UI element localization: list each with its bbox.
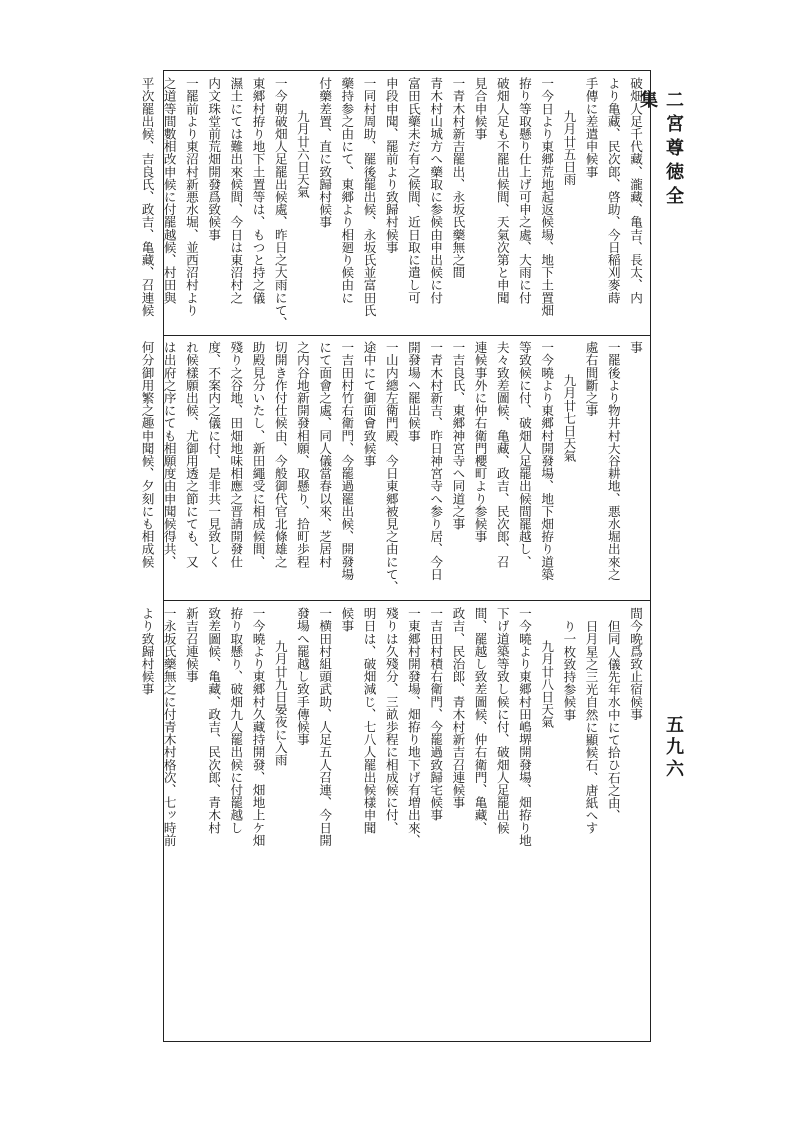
text-column: 等致候に付、破畑人足罷出候間罷越し、 bbox=[516, 341, 532, 568]
text-column: 一今曉より東郷村田嶋堺開發場、畑拵り地 bbox=[516, 607, 532, 847]
text-column: 破畑人足千代藏、瀧藏、亀吉、長太、内 bbox=[628, 77, 643, 304]
text-column: 間、罷越し致差圖候、仲右衛門、亀藏、 bbox=[472, 607, 488, 834]
text-tier-lower bbox=[139, 607, 646, 1037]
text-column: 拵り取懸り、破畑九人罷出候に付罷越し bbox=[228, 607, 244, 834]
text-column: 明日は、破畑減じ、七八人罷出候樣申聞 bbox=[361, 607, 377, 834]
text-column: 一同村周助、罷後罷出候、永坂氏並富田氏 bbox=[361, 77, 377, 317]
text-column: 途中にて御面會致候事 bbox=[361, 341, 377, 467]
text-column: 夫々致差圖候、亀藏、政吉、民次郎、召 bbox=[494, 341, 510, 568]
text-column: 一吉良氏、東郷神宮寺へ同道之事 bbox=[450, 341, 466, 530]
text-column: 一青木村新吉、昨日神宮寺へ参り居、今日 bbox=[428, 341, 444, 581]
text-column: 間今晩爲致止宿候事 bbox=[628, 607, 643, 721]
running-header-title: 二宮尊徳全集 bbox=[637, 90, 684, 210]
text-column: 濕土にては難出來候間、今日は東沼村之 bbox=[228, 77, 244, 304]
text-column: 一今曉より東郷村開發場、地下畑拵り道築 bbox=[539, 341, 555, 581]
page-number: 五九六 bbox=[663, 715, 684, 781]
text-column: 内文珠堂前荒畑開發爲致候事 bbox=[206, 77, 222, 241]
tier-divider-upper bbox=[164, 335, 650, 336]
text-column: 藥持参之由にて、東郷より相廻り候由に bbox=[339, 77, 355, 304]
text-column: 一罷前より東沼村新悪水堀、並西沼村より bbox=[183, 77, 199, 317]
text-column: 一山内總左衛門殿、今日東郷被見之由にて、 bbox=[383, 341, 399, 593]
text-column: 一吉田村積右衛門、今罷過致歸宅候事 bbox=[428, 607, 444, 822]
text-column: 之内谷地新開發相願、取懸り、拾町歩程 bbox=[294, 341, 310, 568]
text-column: 付藥差置、直に致歸村候事 bbox=[317, 77, 333, 229]
text-column: 東郷村拵り地下土置等は、もつと持之儀 bbox=[250, 77, 266, 304]
text-column: より致歸村候事 bbox=[139, 607, 155, 696]
text-column: 候事 bbox=[339, 607, 355, 633]
text-column: 日月星之三光自然に顯候石、唐紙へす bbox=[583, 619, 599, 834]
text-column: れ候樣願出候、尤御用透之節にても、又 bbox=[183, 341, 199, 568]
text-column: 處右間斷之事 bbox=[583, 341, 599, 417]
text-column: にて面會之處、同人儀當春以來、芝居村 bbox=[317, 341, 333, 568]
text-column: 見合申候事 bbox=[472, 77, 488, 140]
text-column: より亀藏、民次郎、啓助、今日稲刈麥蒔 bbox=[605, 77, 621, 304]
text-column: 一永坂氏藥無之に付青木村格次、七ッ時前 bbox=[161, 607, 177, 847]
text-column: 開發場へ罷出候事 bbox=[405, 341, 421, 442]
text-column: 之道等間數相改申候に付罷越候、村田與 bbox=[161, 77, 177, 304]
text-column: 致差圖候、亀藏、政吉、民次郎、青木村 bbox=[206, 607, 222, 834]
text-column: 連候事外に仲右衛門櫻町より参候事 bbox=[472, 341, 488, 543]
text-column: 破畑人足も不罷出候間、天氣次第と申聞 bbox=[494, 77, 510, 304]
text-column: 殘り之谷地、田畑地味相應之晋請開發仕 bbox=[228, 341, 244, 568]
text-tier-middle bbox=[139, 341, 646, 595]
text-column: 拵り等取懸り仕上げ可申之處、大雨に付 bbox=[516, 77, 532, 304]
date-heading: 九月廿六日天氣 bbox=[294, 109, 310, 198]
text-column: 一吉田村竹右衛門、今罷過罷出候、開發場 bbox=[339, 341, 355, 581]
text-column: 新吉召連候事 bbox=[183, 607, 199, 683]
text-column: 一今曉より東郷村久藏持開發、畑地上ケ畑 bbox=[250, 607, 266, 847]
text-column: 殘りは久殘分、三畝歩程に相成候に付、 bbox=[383, 607, 399, 834]
text-column: 一今朝破畑人足罷出候處、昨日之大雨にて、 bbox=[272, 77, 288, 329]
text-column: 發場へ罷越し致手傳候事 bbox=[294, 607, 310, 746]
text-column: 手傳に差遣申候事 bbox=[583, 77, 599, 178]
text-column: 事 bbox=[628, 341, 643, 354]
text-column: は出府之序にても相願度由申聞候得共、 bbox=[161, 341, 177, 568]
text-column: 但同人儀先年水中にて拾ひ石之由、 bbox=[605, 619, 621, 822]
text-column: 平次罷出候、吉良氏、政吉、亀藏、召連候 bbox=[139, 77, 155, 317]
text-column: 一罷後より物井村大谷耕地、悪水堀出來之 bbox=[605, 341, 621, 581]
text-column: 何分御用繁之趣申聞候、夕刻にも相成候 bbox=[139, 341, 155, 568]
text-tier-upper bbox=[139, 77, 646, 331]
text-column: 度、不案内之儀に付、是非共一見致しく bbox=[206, 341, 222, 568]
text-column: 政吉、民治郎、青木村新吉召連候事 bbox=[450, 607, 466, 809]
text-column: 青木村山城方へ藥取に参候由申出候に付 bbox=[428, 77, 444, 304]
text-column: 一青木村新吉罷出、永坂氏藥無之間 bbox=[450, 77, 466, 279]
text-column: 申段申聞、罷前より致歸村候事 bbox=[383, 77, 399, 254]
text-frame bbox=[139, 70, 651, 1042]
date-heading: 九月廿七日天氣 bbox=[561, 373, 577, 462]
text-column: 一東郷村開發場、畑拵り地下げ有増出來、 bbox=[405, 607, 421, 847]
date-heading: 九月廿五日雨 bbox=[561, 109, 577, 186]
date-heading: 九月廿九日晏夜に入雨 bbox=[272, 639, 288, 766]
date-heading: 九月廿八日天氣 bbox=[539, 639, 555, 728]
text-column: 一今日より東郷荒地起返候場、地下土置畑 bbox=[539, 77, 555, 317]
text-column: 富田氏藥未だ有之候間、近日取に遣し可 bbox=[405, 77, 421, 304]
text-column: 一横田村組頭武助、人足五人召連、今日開 bbox=[317, 607, 333, 847]
text-column: 下げ道築等致し候に付、破畑人足罷出候 bbox=[494, 607, 510, 834]
text-column: 助殿見分いたし、新田繩受に相成候間、 bbox=[250, 341, 266, 568]
text-column: り一枚致持参候事 bbox=[561, 619, 577, 721]
text-column: 切開き作付仕候由、今般御代官北條雄之 bbox=[272, 341, 288, 568]
tier-divider-lower bbox=[164, 600, 650, 601]
